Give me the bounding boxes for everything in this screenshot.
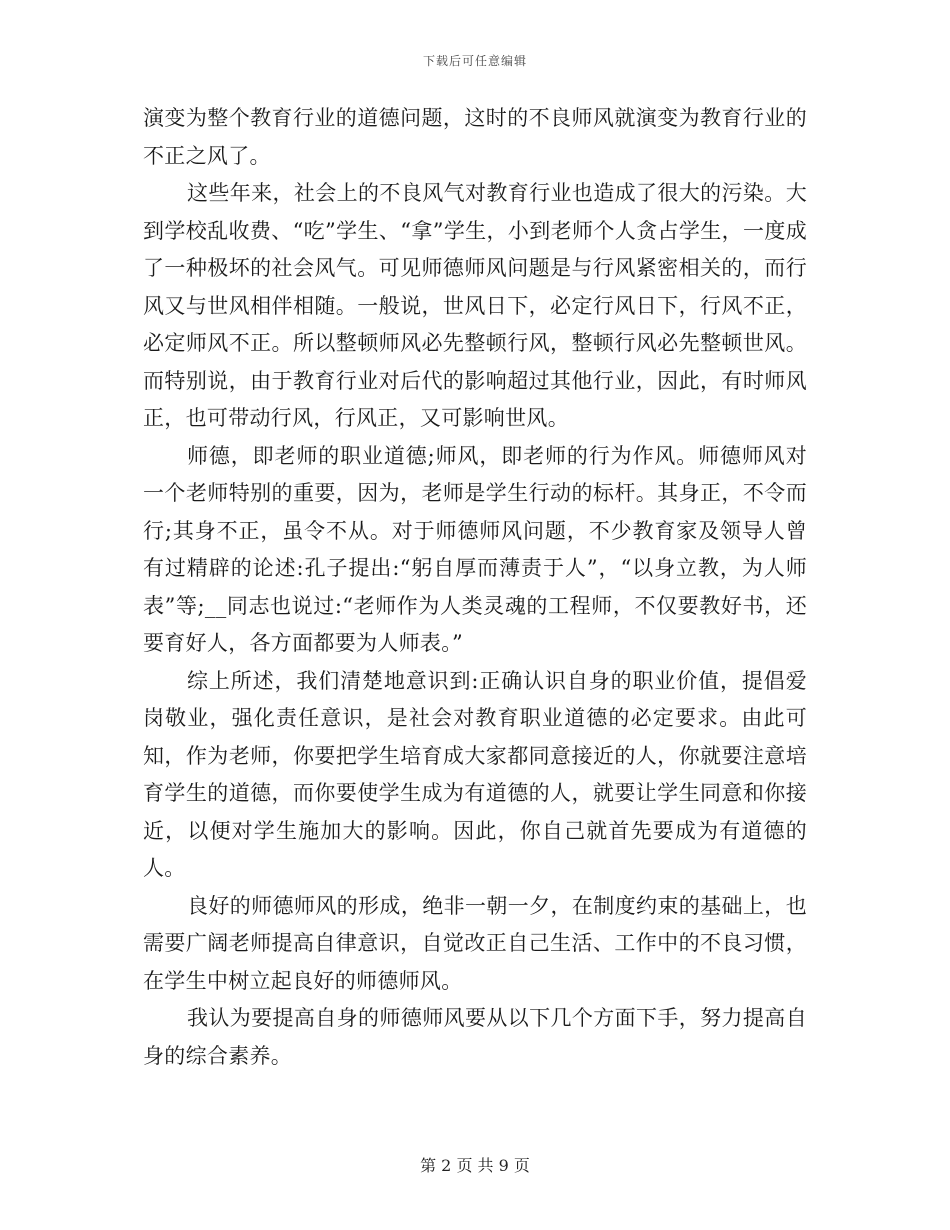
page-header-note: 下载后可任意编辑 xyxy=(422,54,527,68)
paragraph-teacher-ethics-definition: 师德，即老师的职业道德;师风，即老师的行为作风。师德师风对一个老师特别的重要，因为，老师是学生行动的标杆。其身正，不令而行;其身不正，虽令不从。对于师德师风问题，不少教育家及领导人曾有过精辟的论述:孔子提出:“躬自厚而薄责于人”，“以身立教，为人师表”等;__同志也说过:“老师作为人类灵魂的工程师，不仅要教好书，还要育好人，各方面都要为人师表。” xyxy=(143,443,807,655)
paragraph-formation: 良好的师德师风的形成，绝非一朝一夕，在制度约束的基础上，也需要广阔老师提高自律意识，自觉改正自己生活、工作中的不良习惯，在学生中树立起良好的师德师风。 xyxy=(143,893,807,993)
document-body xyxy=(143,100,807,1075)
paragraph-self-improvement: 我认为要提高自身的师德师风要从以下几个方面下手，努力提高自身的综合素养。 xyxy=(143,1006,807,1068)
paragraph-continuation: 演变为整个教育行业的道德问题，这时的不良师风就演变为教育行业的不正之风了。 xyxy=(143,106,807,168)
paragraph-summary: 综上所述，我们清楚地意识到:正确认识自身的职业价值，提倡爱岗敬业，强化责任意识，是社会对教育职业道德的必定要求。由此可知，作为老师，你要把学生培育成大家都同意接近的人，你就要注意培育学生的道德，而你要使学生成为有道德的人，就要让学生同意和你接近，以便对学生施加大的影响。因此，你自己就首先要成为有道德的人。 xyxy=(143,668,807,880)
paragraph-social-atmosphere: 这些年来，社会上的不良风气对教育行业也造成了很大的污染。大到学校乱收费、“吃”学生、“拿”学生，小到老师个人贪占学生，一度成了一种极坏的社会风气。可见师德师风问题是与行风紧密相关的，而行风又与世风相伴相随。一般说，世风日下，必定行风日下，行风不正，必定师风不正。所以整顿师风必先整顿行风，整顿行风必先整顿世风。而特别说，由于教育行业对后代的影响超过其他行业，因此，有时师风正，也可带动行风，行风正，又可影响世风。 xyxy=(143,181,807,430)
page-number: 第 2 页 共 9 页 xyxy=(420,1156,530,1175)
